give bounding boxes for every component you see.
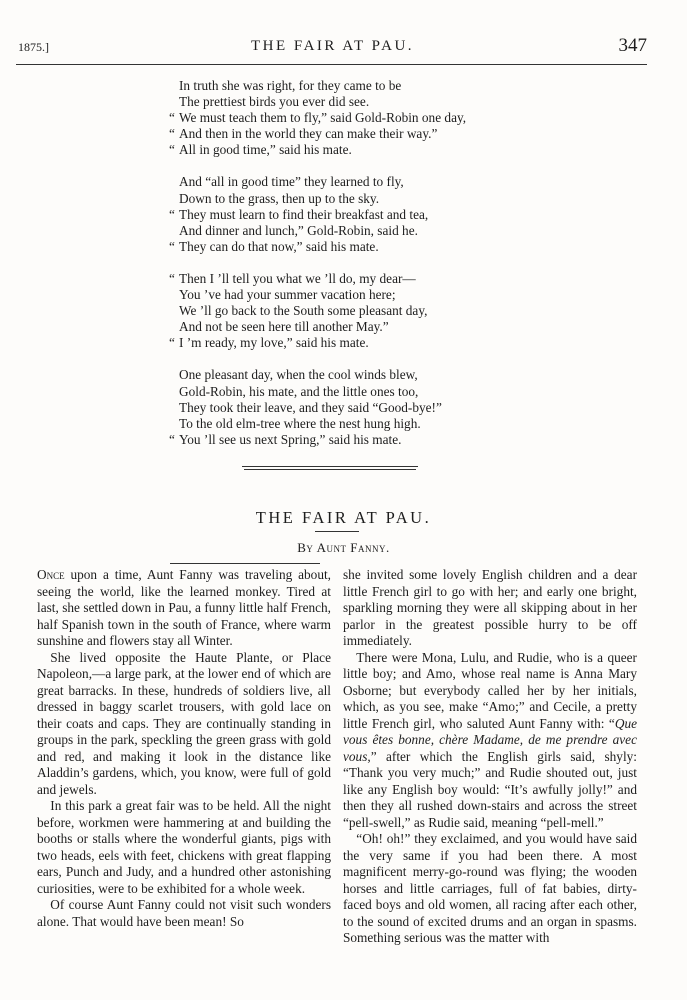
- article-right-column: [343, 567, 637, 947]
- opening-quote: “: [169, 206, 175, 222]
- paragraph: [37, 650, 331, 799]
- paragraph: [37, 798, 331, 897]
- poem-line-text: You ’ve had your summer vacation here;: [179, 287, 396, 303]
- section-divider: [242, 466, 418, 467]
- byline-author: Aunt Fanny.: [316, 540, 390, 555]
- poem-line-text: You ’ll see us next Spring,” said his mate.: [179, 431, 402, 447]
- running-header: [18, 35, 647, 62]
- poem-line: [163, 191, 563, 207]
- poem-line-text: Down to the grass, then up to the sky.: [179, 190, 380, 206]
- paragraph: [343, 650, 637, 832]
- poem-line: [163, 287, 563, 303]
- opening-quote: “: [169, 238, 175, 254]
- poem-line-text: The prettiest birds you ever did see.: [179, 94, 370, 110]
- poem-line: [163, 78, 563, 94]
- paragraph: [343, 831, 637, 947]
- french-quote: Que vous êtes bonne, chère Madame, de me prendre avec vous: [343, 715, 637, 764]
- paragraph-text: In this park a great fair was to be held. All the night before, workmen were hammering at and building the booths or stalls where the wonderful giants, pigs with two heads, eels with feet, chickens with great flapping ears, Punch and Judy, and a hundred other astonishing curiosities, were to be exhibited for a whole week.: [37, 798, 331, 896]
- byline-prefix: By: [297, 540, 314, 555]
- paragraph: [37, 567, 331, 650]
- poem-stanza: [163, 174, 563, 254]
- poem-line: [163, 94, 563, 110]
- poem-line: [163, 207, 563, 223]
- byline: [0, 540, 687, 556]
- column-start-rule: [170, 563, 320, 564]
- opening-quote: “: [169, 142, 175, 158]
- poem-line: [163, 432, 563, 448]
- poem-line-text: And dinner and lunch,” Gold-Robin, said he.: [179, 222, 418, 238]
- article-title: THE FAIR AT PAU.: [255, 508, 432, 527]
- paragraph-text: Of course Aunt Fanny could not visit such wonders alone. That would have been mean! So: [37, 897, 331, 929]
- title-rule: [315, 531, 359, 532]
- poem-line: [163, 416, 563, 432]
- poem-line-text: They took their leave, and they said “Good-bye!”: [179, 399, 442, 415]
- text-span: “Oh! oh!” they exclaimed, and you would have said the very same if you had been there. A most magnificent merry-go-round was flying; the wooden horses and little carriages, full of fat babies, dirty-faced boys and old women, all racing after each other, to the sound of excited drums and an organ in spasms. Something serious was the matter with: [343, 831, 637, 945]
- paragraph-text: upon a time, Aunt Fanny was traveling about, seeing the world, like the learned monkey. Tired at last, she settled down in Pau, a funny little half French, half Spanish town in the south of France, where warm sunshine and flowers stay all Winter.: [37, 567, 331, 648]
- poem-line: [163, 223, 563, 239]
- poem-line: [163, 384, 563, 400]
- poem-stanza: [163, 271, 563, 351]
- opening-quote: “: [169, 270, 175, 286]
- poem-line: [163, 319, 563, 335]
- poem-line: [163, 271, 563, 287]
- opening-quote: “: [169, 335, 175, 351]
- section-divider-second: [244, 469, 416, 470]
- poem-stanza: [163, 78, 563, 158]
- poem-line-text: In truth she was right, for they came to be: [179, 78, 402, 93]
- paragraph: she invited some lovely English children and a dear little French girl to go with her; and early one bright, sparkling morning they were all skipping about in her parlor in the greatest possible hurry to be off immediately.: [343, 567, 637, 648]
- poem-line: [163, 239, 563, 255]
- poem-line-text: They can do that now,” said his mate.: [179, 238, 379, 254]
- poem-line-text: They must learn to find their breakfast and tea,: [179, 206, 429, 222]
- poem-line-text: Gold-Robin, his mate, and the little ones too,: [179, 383, 419, 399]
- lead-word: Once: [37, 567, 65, 582]
- poem-line-text: We ’ll go back to the South some pleasant day,: [179, 303, 428, 319]
- poem-line-text: To the old elm-tree where the nest hung high.: [179, 415, 421, 431]
- poem-line-text: I ’m ready, my love,” said his mate.: [179, 335, 369, 351]
- poem-stanza: [163, 367, 563, 447]
- header-rule: [16, 64, 647, 65]
- paragraph: [37, 897, 331, 930]
- poem-line-text: And not be seen here till another May.”: [179, 319, 389, 335]
- poem-line: [163, 303, 563, 319]
- text-span: ,” after which the English girls said, shyly: “Thank you very much;” and Rudie shouted out, just like any English boy would: “It’s awfully jolly!” and then they all rushed down-stairs and across the street “pell-swell,” as Rudie said, meaning “pell-mell.”: [343, 748, 637, 830]
- opening-quote: “: [169, 431, 175, 447]
- poem-line: [163, 126, 563, 142]
- opening-quote: “: [169, 126, 175, 142]
- paragraph-text: She lived opposite the Haute Plante, or Place Napoleon,—a large park, at the lower end of which are great barracks. In these, hundreds of soldiers live, all dressed in baggy scarlet trousers, with gold lace on their coats and caps. They are continually standing in groups in the park, speckling the green grass with gold and red, and making it look in the distance like Aladdin’s gardens, which, you know, were full of gold and jewels.: [37, 649, 331, 797]
- article-left-column: [37, 567, 331, 930]
- poem-line-text: One pleasant day, when the cool winds blew,: [179, 367, 418, 383]
- page-number: 347: [618, 35, 647, 56]
- poem: [163, 78, 563, 464]
- poem-line-text: And “all in good time” they learned to fly,: [179, 174, 404, 190]
- poem-line: [163, 110, 563, 126]
- poem-line-text: And then in the world they can make their way.”: [179, 126, 438, 142]
- poem-line-text: All in good time,” said his mate.: [179, 142, 352, 158]
- poem-line: [163, 174, 563, 190]
- poem-line: [163, 142, 563, 158]
- header-running-title: THE FAIR AT PAU.: [250, 38, 415, 54]
- text-span: There were Mona, Lulu, and Rudie, who is a queer little boy; and Amo, whose real name is Anna Mary Osborne; but everybody called her by her initials, which, as you see, make “Amo;” and Cecile, a pretty little French girl, who saluted Aunt Fanny with: “: [343, 649, 637, 731]
- header-date: 1875.]: [18, 40, 49, 54]
- poem-line-text: Then I ’ll tell you what we ’ll do, my dear—: [179, 270, 416, 286]
- poem-line: [163, 335, 563, 351]
- poem-line-text: We must teach them to fly,” said Gold-Robin one day,: [179, 110, 467, 126]
- poem-line: [163, 367, 563, 383]
- poem-line: [163, 400, 563, 416]
- opening-quote: “: [169, 110, 175, 126]
